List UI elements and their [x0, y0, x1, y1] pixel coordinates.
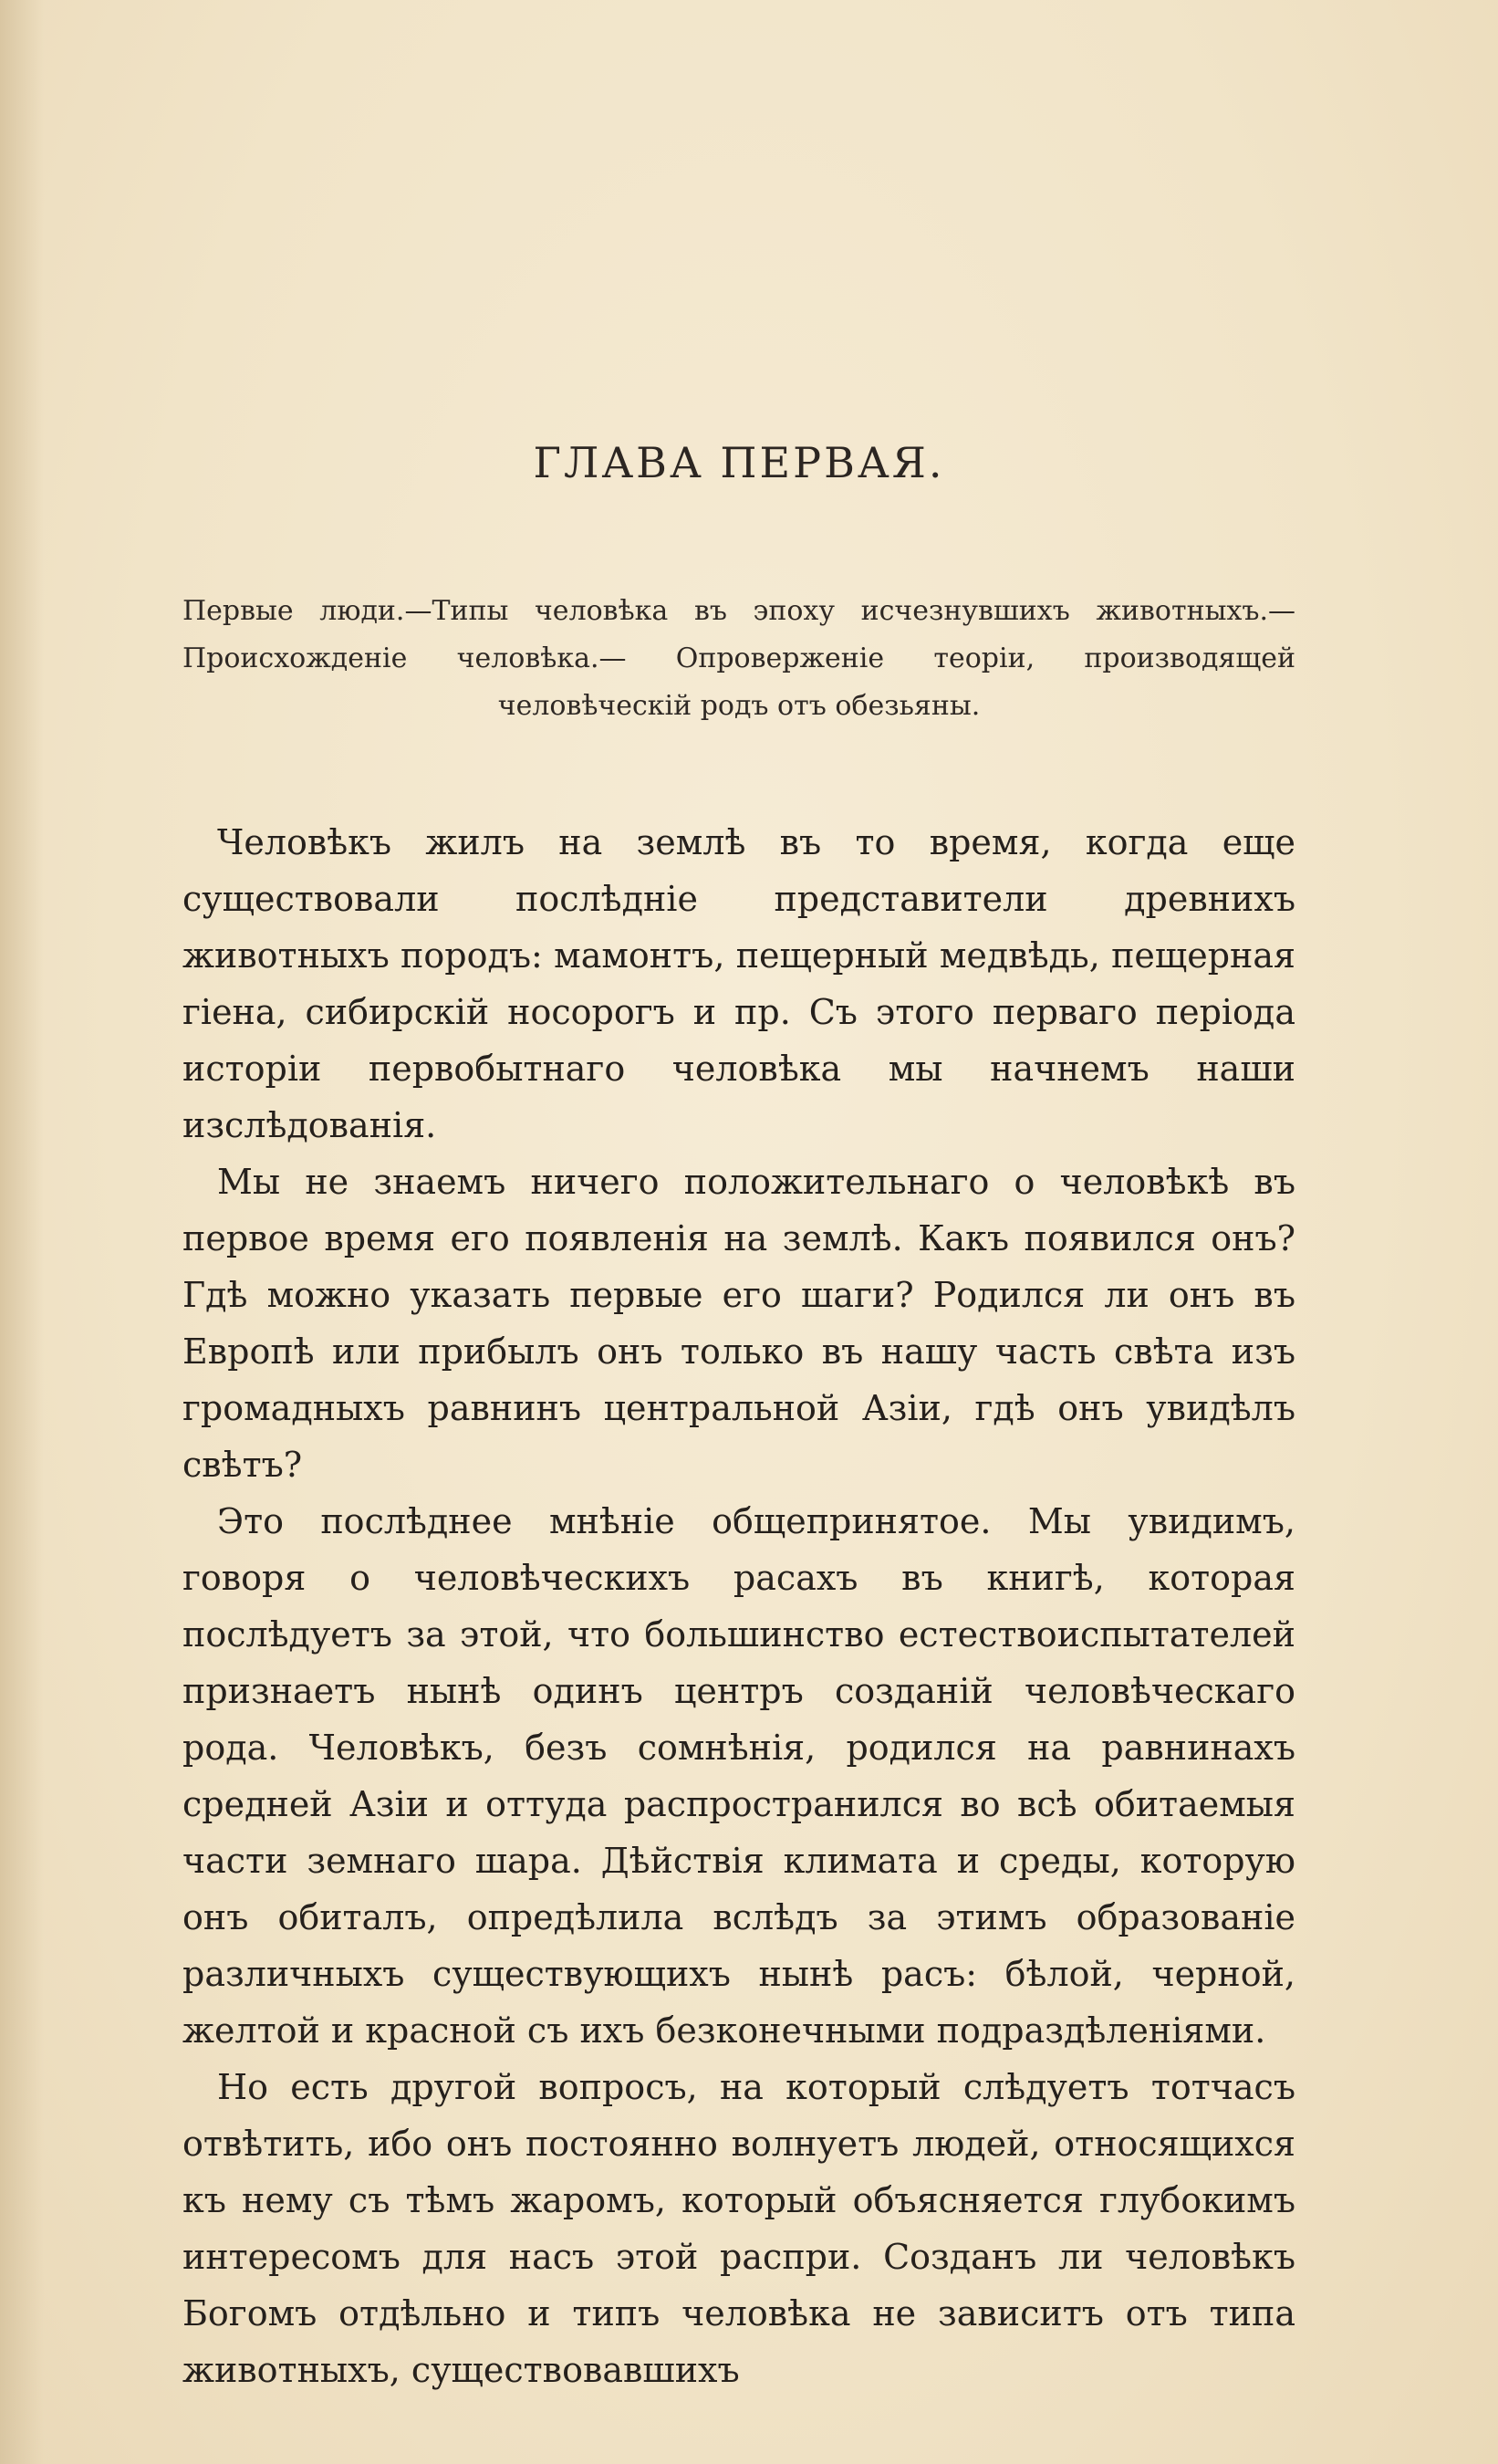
paragraph-4: Но есть другой вопросъ, на который слѣдуетъ тотчасъ отвѣтить, ибо онъ постоянно волнуетъ людей, относящихся къ нему съ тѣмъ жаромъ, который объясняется глубокимъ интересомъ для насъ этой распри. Созданъ ли человѣкъ Богомъ отдѣльно и типъ человѣка не зависитъ отъ типа животныхъ, существовавшихъ: [182, 2067, 1295, 2390]
body-text: [182, 814, 1295, 2398]
page-content: [182, 438, 1295, 2398]
chapter-summary: Первые люди.—Типы человѣка въ эпоху исчезнувшихъ животныхъ.— Происхожденіе человѣка.— Опроверженіе теоріи, производящей человѣческій родъ отъ обезьяны.: [182, 595, 1295, 722]
paragraph-1: Человѣкъ жилъ на землѣ въ то время, когда еще существовали послѣдніе представители древнихъ животныхъ породъ: мамонтъ, пещерный медвѣдь, пещерная гіена, сибирскій носорогъ и пр. Съ этого перваго періода исторіи первобытнаго человѣка мы начнемъ наши изслѣдованія.: [182, 822, 1295, 1145]
chapter-title: ГЛАВА ПЕРВАЯ.: [533, 438, 945, 487]
paragraph-2: Мы не знаемъ ничего положительнаго о человѣкѣ въ первое время его появленія на землѣ. Какъ появился онъ? Гдѣ можно указать первые его шаги? Родился ли онъ въ Европѣ или прибылъ онъ только въ нашу часть свѣта изъ громадныхъ равнинъ центральной Азіи, гдѣ онъ увидѣлъ свѣтъ?: [182, 1162, 1295, 1485]
paragraph-3: Это послѣднее мнѣніе общепринятое. Мы увидимъ, говоря о человѣческихъ расахъ въ книгѣ, которая послѣдуетъ за этой, что большинство естествоиспытателей признаетъ нынѣ одинъ центръ созданій человѣческаго рода. Человѣкъ, безъ сомнѣнія, родился на равнинахъ средней Азіи и оттуда распространился во всѣ обитаемыя части земнаго шара. Дѣйствія климата и среды, которую онъ обиталъ, опредѣлила вслѣдъ за этимъ образованіе различныхъ существующихъ нынѣ расъ: бѣлой, черной, желтой и красной съ ихъ безконечными подраздѣленіями.: [182, 1501, 1295, 2051]
page-binding-shadow: [0, 0, 44, 2464]
